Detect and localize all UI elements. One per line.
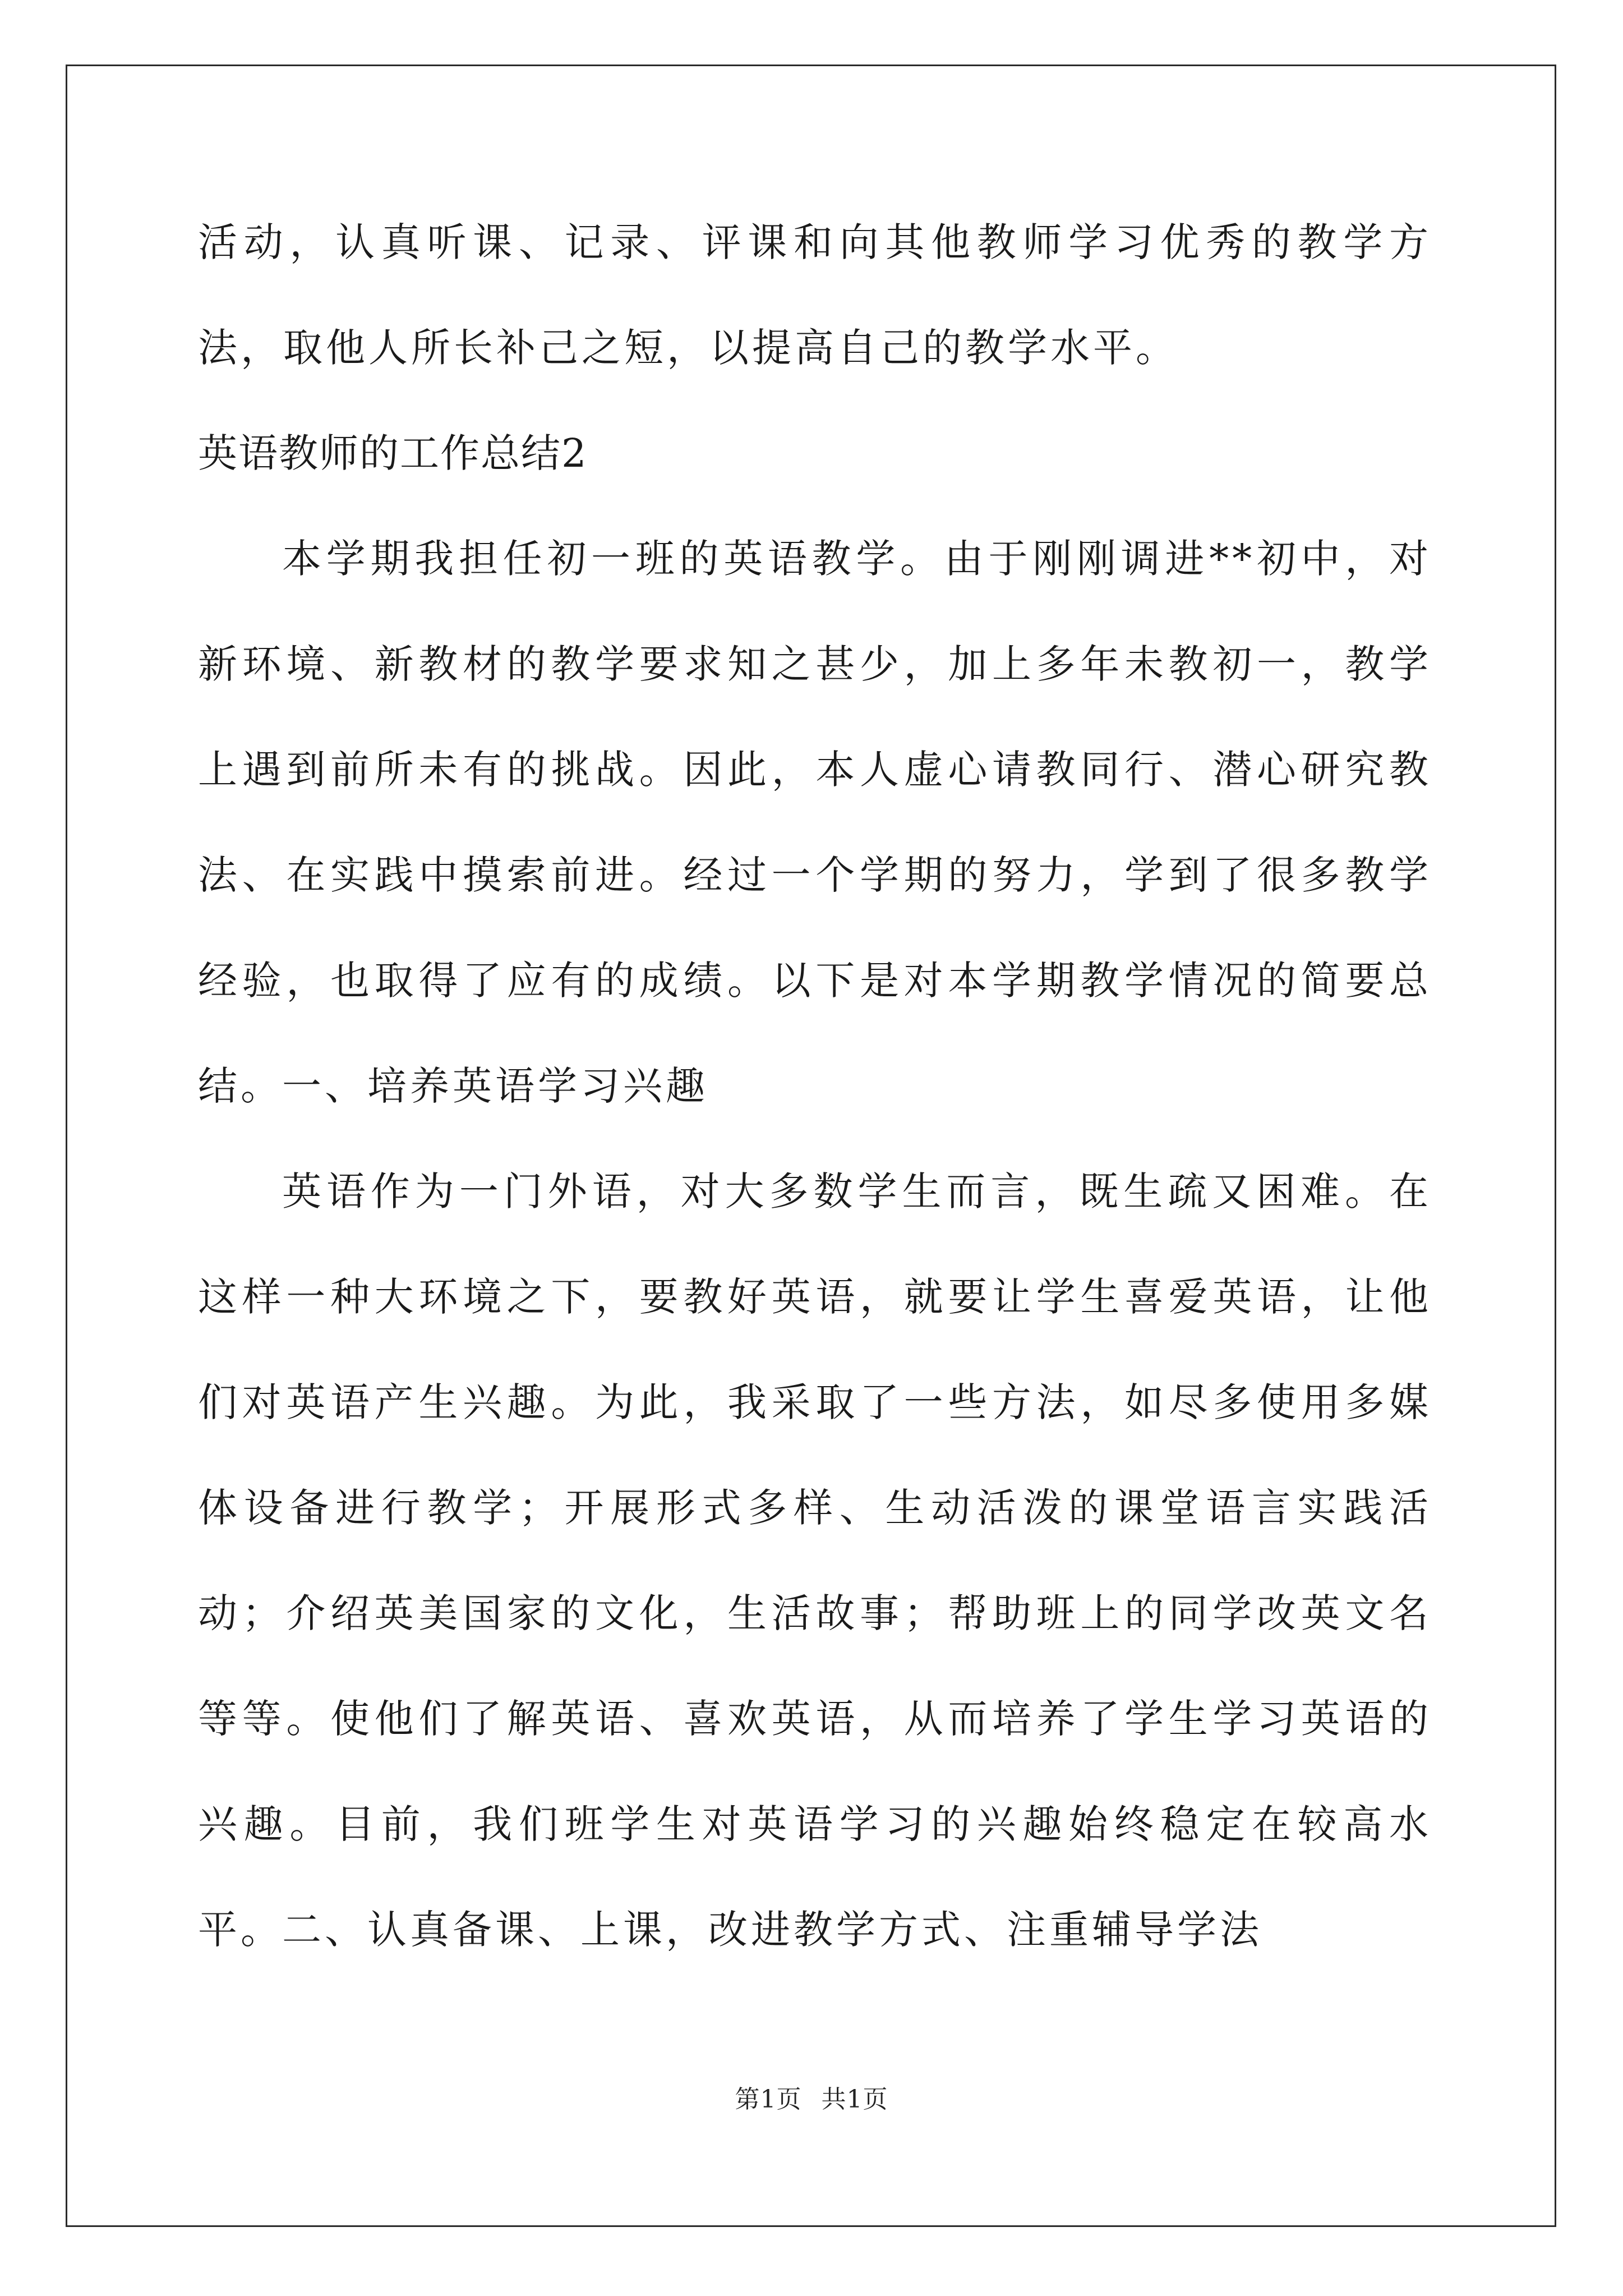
page-number: 第1页 [735,2085,802,2114]
heading-one: 一、培养英语学习兴趣 [282,1063,708,1109]
interest-paragraph: 英语作为一门外语，对大多数学生而言，既生疏又困难。在这样一种大环境之下，要教好英语，就要让学生喜爱英语，让他们对英语产生兴趣。为此，我采取了一些方法，如尽多使用多媒体设备进行教学；开展形式多样、生动活泼的课堂语言实践活动；介绍英美国家的文化，生活故事；帮助班上的同学改英文名等等。使他们了解英语、喜欢英语，从而培养了学生学习英语的兴趣。目前，我们班学生对英语学习的兴趣始终稳定在较高水平。 [198,1168,1432,1953]
page-footer [0,2083,1623,2116]
section-title: 英语教师的工作总结2 [198,430,588,476]
heading-two: 二、认真备课、上课，改进教学方式、注重辅导学法 [282,1907,1262,1953]
continuation-paragraph: 活动，认真听课、记录、评课和向其他教师学习优秀的教学方法，取他人所长补己之短，以提高自己的教学水平。 [198,219,1432,371]
page-total: 共1页 [821,2085,888,2114]
intro-paragraph: 本学期我担任初一班的英语教学。由于刚刚调进**初中，对新环境、新教材的教学要求知之甚少，加上多年未教初一，教学上遇到前所未有的挑战。因此，本人虚心请教同行、潜心研究教法、在实践中摸索前进。经过一个学期的努力，学到了很多教学经验，也取得了应有的成绩。以下是对本学期教学情况的简要总结。 [198,536,1432,1109]
